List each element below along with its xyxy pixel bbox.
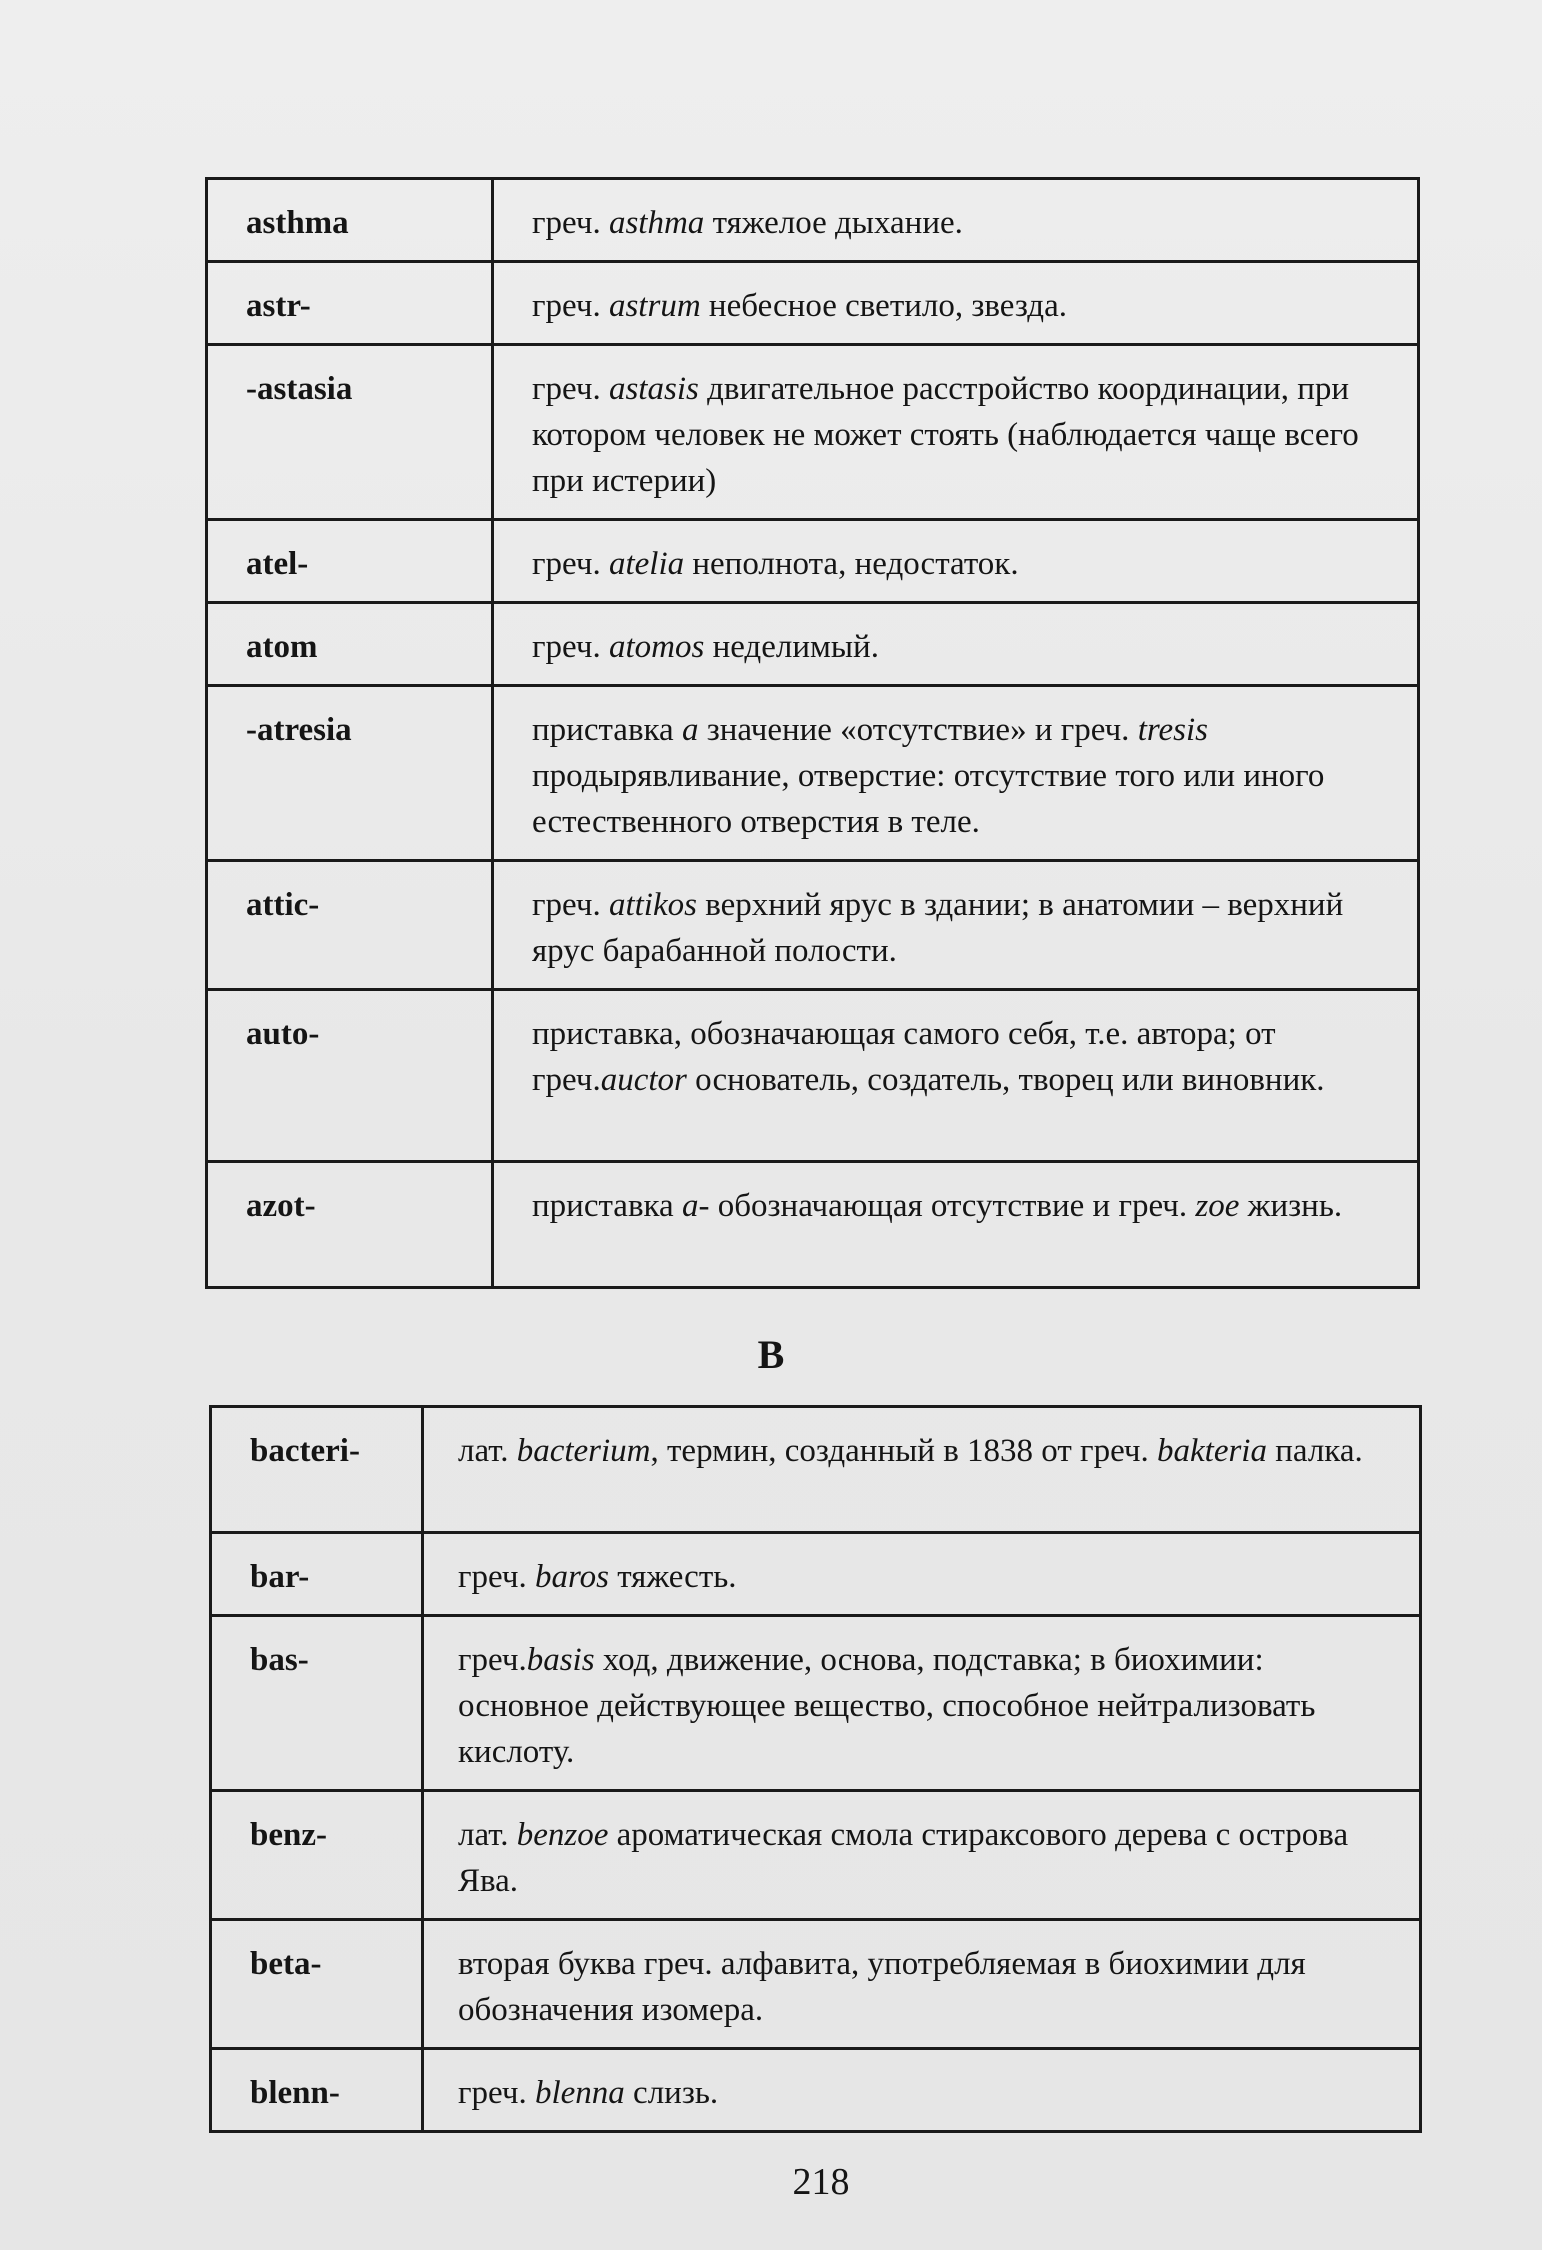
entry-term: bar- xyxy=(211,1533,423,1616)
entry-definition: греч. astasis двигательное расстройство координации, при котором человек не может стоять (наблюдается чаще всего при истерии) xyxy=(493,345,1419,520)
table-row xyxy=(207,520,1419,603)
entry-definition: греч.basis ход, движение, основа, подставка; в биохимии: основное действующее вещество, способное нейтрализовать кислоту. xyxy=(423,1616,1421,1791)
entry-term: atel- xyxy=(207,520,493,603)
table-row xyxy=(207,861,1419,990)
entry-definition: лат. bacterium, термин, созданный в 1838 от греч. bakteria палка. xyxy=(423,1407,1421,1533)
table-row xyxy=(207,345,1419,520)
entry-definition: греч. blenna слизь. xyxy=(423,2049,1421,2132)
entry-term: auto- xyxy=(207,990,493,1162)
entry-definition: приставка a- обозначающая отсутствие и греч. zoe жизнь. xyxy=(493,1162,1419,1288)
table-row xyxy=(211,2049,1421,2132)
entry-term: bas- xyxy=(211,1616,423,1791)
table-row xyxy=(211,1407,1421,1533)
table-row xyxy=(211,1616,1421,1791)
entry-definition: приставка, обозначающая самого себя, т.е. автора; от греч.auctor основатель, создатель, творец или виновник. xyxy=(493,990,1419,1162)
entry-definition: греч. baros тяжесть. xyxy=(423,1533,1421,1616)
entry-definition: вторая буква греч. алфавита, употребляемая в биохимии для обозначения изомера. xyxy=(423,1920,1421,2049)
table-row xyxy=(207,262,1419,345)
entry-definition: греч. astrum небесное светило, звезда. xyxy=(493,262,1419,345)
entry-term: -atresia xyxy=(207,686,493,861)
entry-term: azot- xyxy=(207,1162,493,1288)
entry-definition: греч. atelia неполнота, недостаток. xyxy=(493,520,1419,603)
page-number: 218 xyxy=(792,2161,850,2203)
dictionary-table-a xyxy=(205,177,1420,1289)
entry-term: asthma xyxy=(207,179,493,262)
table-row xyxy=(207,990,1419,1162)
entry-term: benz- xyxy=(211,1791,423,1920)
table-row xyxy=(211,1791,1421,1920)
dictionary-table-b xyxy=(209,1405,1422,2133)
table-row xyxy=(207,686,1419,861)
table-row xyxy=(211,1533,1421,1616)
entry-term: attic- xyxy=(207,861,493,990)
entry-term: blenn- xyxy=(211,2049,423,2132)
section-heading-letter: B xyxy=(757,1332,785,1377)
table-row xyxy=(207,1162,1419,1288)
entry-term: astr- xyxy=(207,262,493,345)
entry-definition: греч. atomos неделимый. xyxy=(493,603,1419,686)
entry-term: bacteri- xyxy=(211,1407,423,1533)
entry-term: -astasia xyxy=(207,345,493,520)
table-row xyxy=(207,179,1419,262)
entry-term: atom xyxy=(207,603,493,686)
entry-definition: приставка a значение «отсутствие» и греч. tresis продырявливание, отверстие: отсутствие того или иного естественного отверстия в теле. xyxy=(493,686,1419,861)
entry-definition: греч. asthma тяжелое дыхание. xyxy=(493,179,1419,262)
table-row xyxy=(211,1920,1421,2049)
entry-term: beta- xyxy=(211,1920,423,2049)
entry-definition: греч. attikos верхний ярус в здании; в анатомии – верхний ярус барабанной полости. xyxy=(493,861,1419,990)
table-row xyxy=(207,603,1419,686)
entry-definition: лат. benzoe ароматическая смола стираксового дерева с острова Ява. xyxy=(423,1791,1421,1920)
